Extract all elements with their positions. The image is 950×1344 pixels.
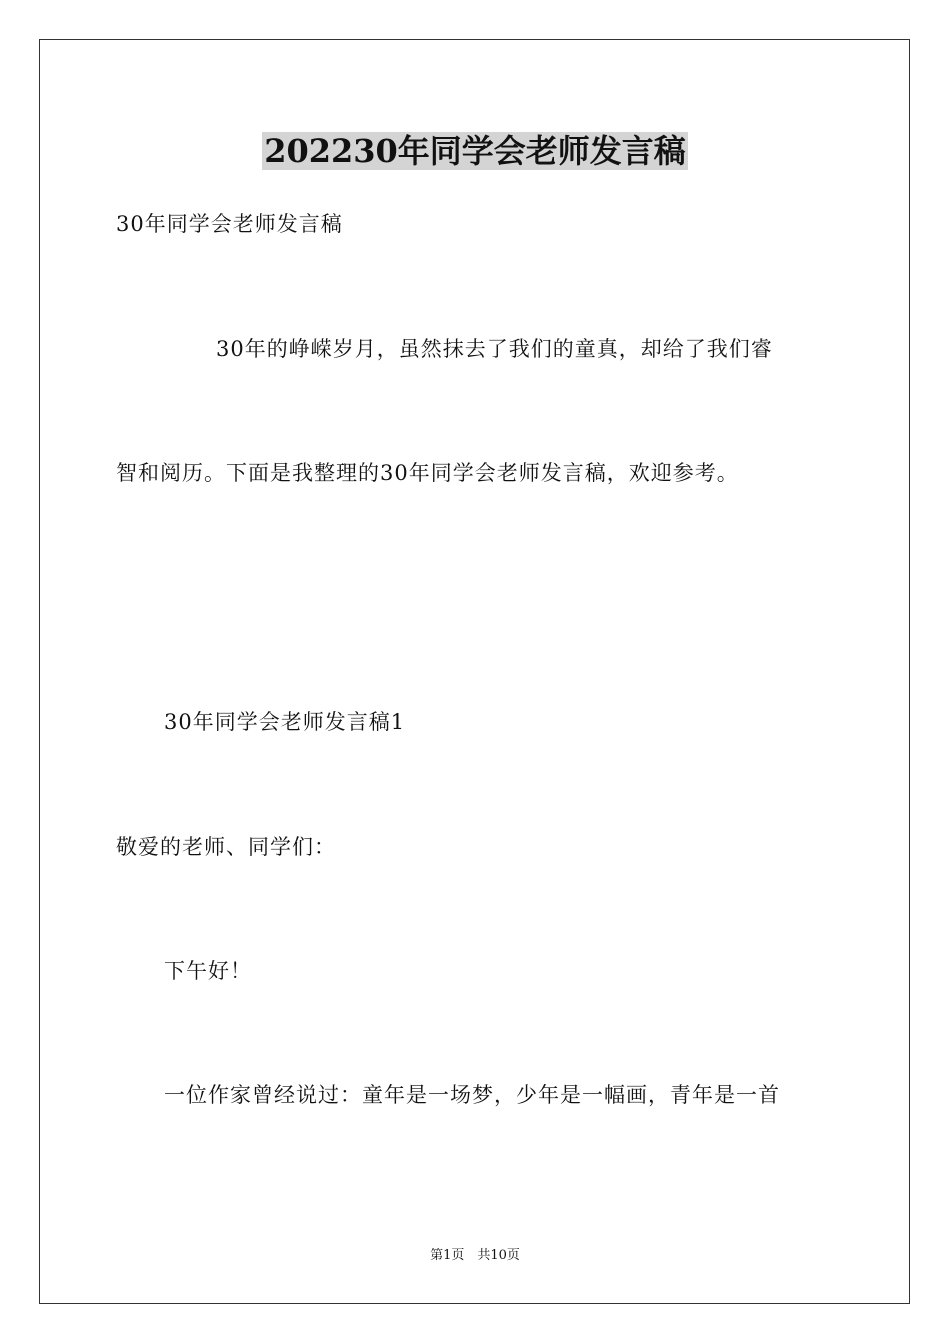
salutation: 敬爱的老师、同学们： — [116, 835, 336, 859]
body-paragraph-line: 一位作家曾经说过：童年是一场梦，少年是一幅画，青年是一首 — [164, 1083, 780, 1107]
document-title-text: 202230年同学会老师发言稿 — [264, 132, 686, 170]
document-title — [0, 126, 950, 176]
intro-paragraph-line-1: 30年的峥嵘岁月，虽然抹去了我们的童真，却给了我们睿 — [216, 337, 773, 361]
intro-paragraph-line-2: 智和阅历。下面是我整理的30年同学会老师发言稿，欢迎参考。 — [116, 461, 739, 485]
subtitle-line: 30年同学会老师发言稿 — [116, 212, 343, 236]
section-heading: 30年同学会老师发言稿1 — [164, 710, 406, 734]
page-footer: 第1页 共10页 — [430, 1248, 520, 1263]
greeting: 下午好！ — [164, 959, 252, 983]
